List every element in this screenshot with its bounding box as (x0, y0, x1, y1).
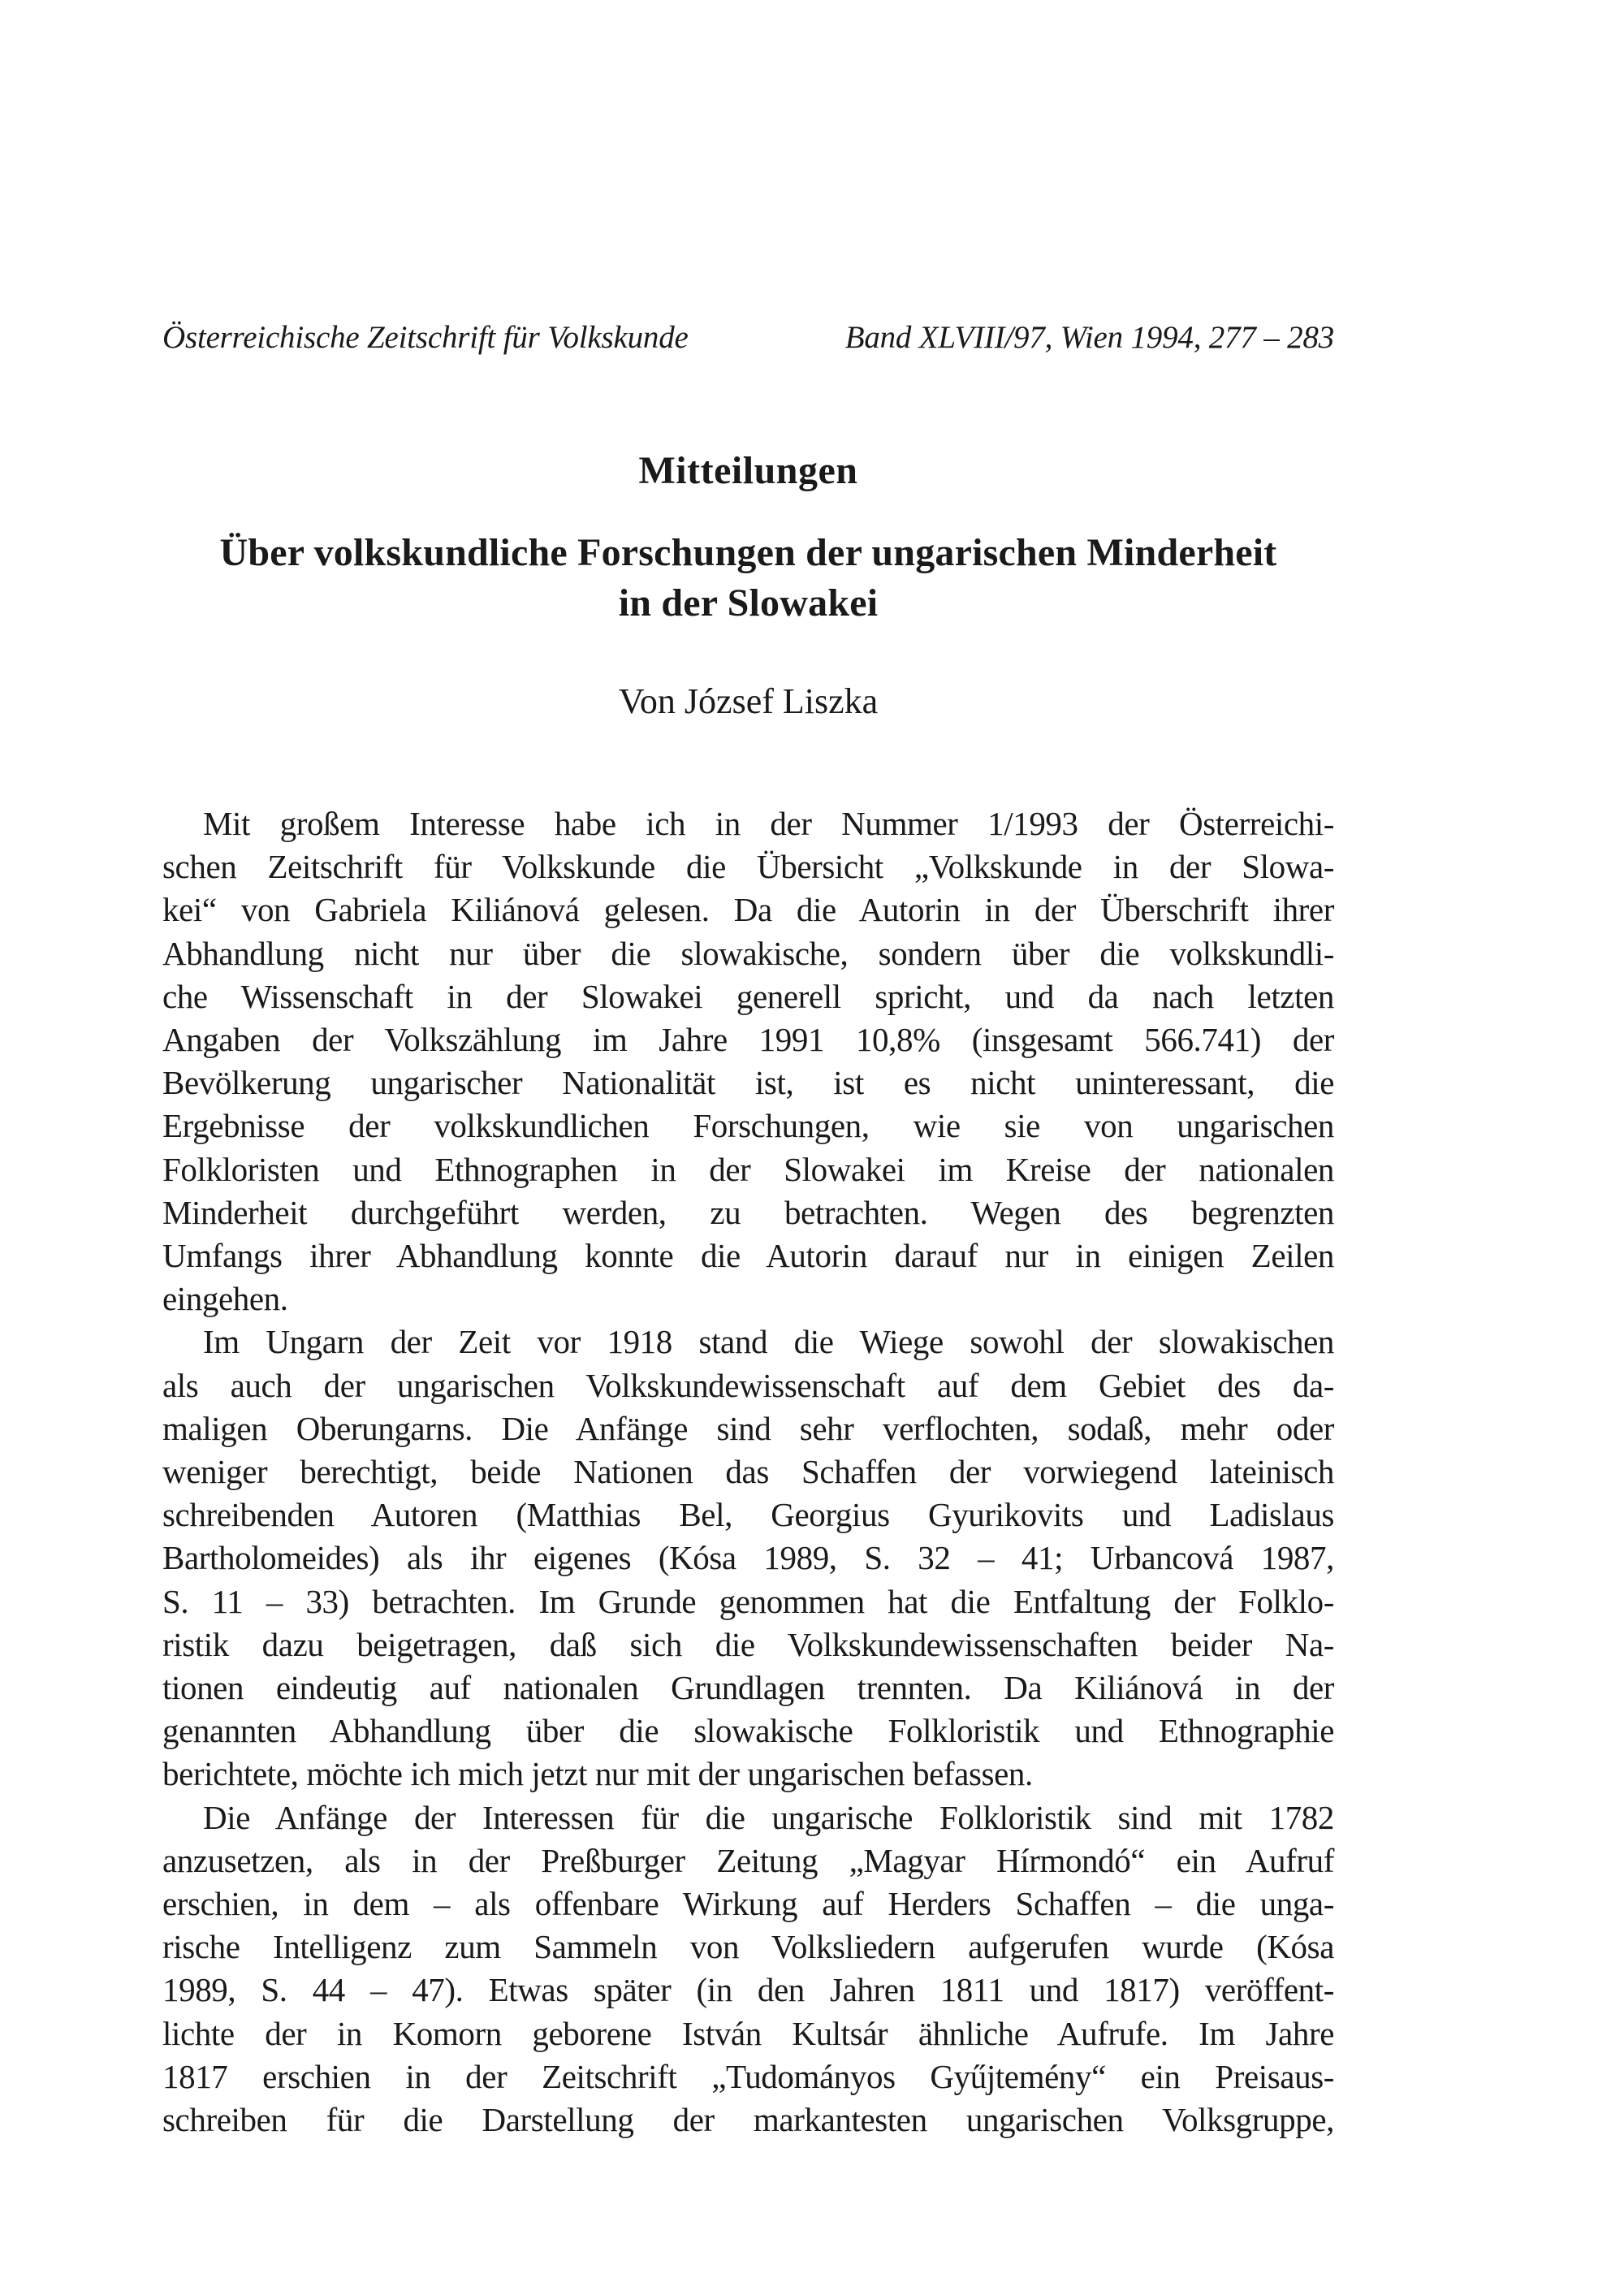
text-line: kei“ von Gabriela Kiliánová gelesen. Da die Autorin in der Überschrift ihrer (162, 891, 1334, 929)
text-line: Ergebnisse der volkskundlichen Forschungen, wie sie von ungarischen (162, 1107, 1334, 1145)
paragraph (162, 1320, 1334, 1796)
section-heading: Mitteilungen (638, 449, 858, 492)
article-title-line-1: Über volkskundliche Forschungen der ungarischen Minderheit (219, 531, 1277, 574)
text-line: eingehen. (162, 1280, 288, 1318)
text-line: rische Intelligenz zum Sammeln von Volksliedern aufgerufen wurde (Kósa (162, 1928, 1334, 1966)
text-line: Mit großem Interesse habe ich in der Nummer 1/1993 der Österreichi- (203, 805, 1334, 842)
text-line: berichtete, möchte ich mich jetzt nur mit der ungarischen befassen. (162, 1755, 1033, 1793)
byline: Von József Liszka (618, 681, 879, 721)
issue-info: Band XLVIII/97, Wien 1994, 277 – 283 (844, 320, 1334, 355)
text-line: Folkloristen und Ethnographen in der Slowakei im Kreise der nationalen (162, 1150, 1334, 1188)
text-line: Bevölkerung ungarischer Nationalität ist, ist es nicht uninteressant, die (162, 1064, 1334, 1102)
text-line: 1817 erschien in der Zeitschrift „Tudományos Gyűjtemény“ ein Preisaus- (162, 2057, 1334, 2095)
journal-title: Österreichische Zeitschrift für Volkskunde (162, 320, 689, 355)
text-line: anzusetzen, als in der Preßburger Zeitung „Magyar Hírmondó“ ein Aufruf (162, 1841, 1334, 1879)
text-line: maligen Oberungarns. Die Anfänge sind sehr verflochten, sodaß, mehr oder (162, 1409, 1334, 1447)
text-line: Umfangs ihrer Abhandlung konnte die Autorin darauf nur in einigen Zeilen (162, 1237, 1334, 1275)
text-line: Abhandlung nicht nur über die slowakische, sondern über die volkskundli- (162, 934, 1334, 972)
text-line: Minderheit durchgeführt werden, zu betrachten. Wegen des begrenzten (162, 1193, 1334, 1231)
text-line: Im Ungarn der Zeit vor 1918 stand die Wiege sowohl der slowakischen (203, 1323, 1334, 1361)
paragraph (162, 1796, 1334, 2142)
running-head (162, 319, 1334, 356)
text-line: erschien, in dem – als offenbare Wirkung auf Herders Schaffen – die unga- (162, 1885, 1334, 1923)
text-line: tionen eindeutig auf nationalen Grundlagen trennten. Da Kiliánová in der (162, 1669, 1334, 1707)
text-line: che Wissenschaft in der Slowakei generell spricht, und da nach letzten (162, 977, 1334, 1015)
text-line: weniger berechtigt, beide Nationen das Schaffen der vorwiegend lateinisch (162, 1453, 1334, 1491)
text-line: schreiben für die Darstellung der markantesten ungarischen Volksgruppe, (162, 2101, 1334, 2139)
paragraph (162, 802, 1334, 1320)
text-line: lichte der in Komorn geborene István Kultsár ähnliche Aufrufe. Im Jahre (162, 2014, 1334, 2052)
article-title-line-2: in der Slowakei (618, 581, 879, 625)
article-body (162, 802, 1334, 2142)
text-line: Bartholomeides) als ihr eigenes (Kósa 1989, S. 32 – 41; Urbancová 1987, (162, 1539, 1334, 1577)
article-title (162, 528, 1334, 629)
text-line: genannten Abhandlung über die slowakische Folkloristik und Ethnographie (162, 1712, 1334, 1750)
text-line: schen Zeitschrift für Volkskunde die Übersicht „Volkskunde in der Slowa- (162, 848, 1334, 886)
text-line: Angaben der Volkszählung im Jahre 1991 10,8% (insgesamt 566.741) der (162, 1021, 1334, 1059)
text-line: ristik dazu beigetragen, daß sich die Volkskundewissenschaften beider Na- (162, 1625, 1334, 1663)
text-line: 1989, S. 44 – 47). Etwas später (in den Jahren 1811 und 1817) veröffent- (162, 1971, 1334, 2009)
text-line: als auch der ungarischen Volkskundewissenschaft auf dem Gebiet des da- (162, 1366, 1334, 1404)
text-line: schreibenden Autoren (Matthias Bel, Georgius Gyurikovits und Ladislaus (162, 1496, 1334, 1534)
text-line: S. 11 – 33) betrachten. Im Grunde genommen hat die Entfaltung der Folklo- (162, 1582, 1334, 1620)
text-line: Die Anfänge der Interessen für die ungarische Folkloristik sind mit 1782 (203, 1798, 1334, 1836)
